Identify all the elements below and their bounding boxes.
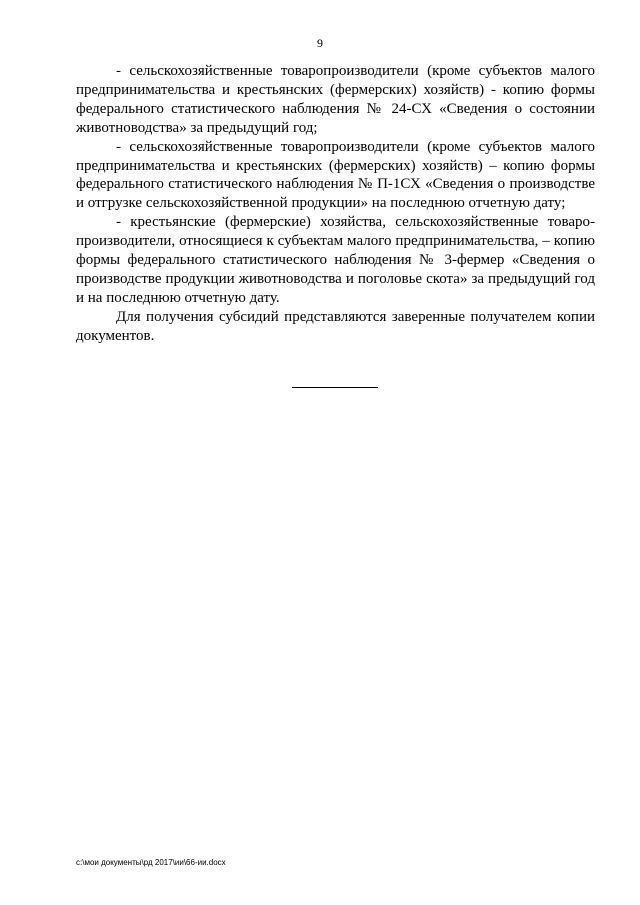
page-number: 9 [317,36,323,50]
footer-file-path: c:\мои документы\рд 2017\ии\66-ии.docx [76,858,226,867]
body-text [76,62,595,346]
paragraph-24-sh-form: - сельскохозяйственные товаропроизводители (кроме субъектов малого предпринимательства и крестьянских (фермерских) хозяйств) - копию формы федерального статистического наблюдения № 24-СХ «Сведения о состоянии животноводства» за предыдущий год; [76,63,595,136]
paragraph-certified-copies: Для получения субсидий представляются заверенные получателем копии документов. [76,308,595,344]
paragraph-3-fermer-form: - крестьянские (фермерские) хозяйства, сельскохозяйственные товаропроизводители, относящиеся к субъектам малого предпринимательства, – копию формы федерального статистического наблюдения № 3-фермер «Сведения о производстве продукции животноводства и поголовье скота» за предыдущий год и на последнюю отчетную дату. [76,214,595,306]
end-separator-line [292,387,378,388]
paragraph-p1-sh-form: - сельскохозяйственные товаропроизводители (кроме субъектов малого предпринимательства и крестьянских (фермерских) хозяйств) – копию формы федерального статистического наблюдения № П-1СХ «Сведения о производстве и отгрузке сельскохозяйственной продукции» на последнюю отчетную дату; [76,138,595,212]
